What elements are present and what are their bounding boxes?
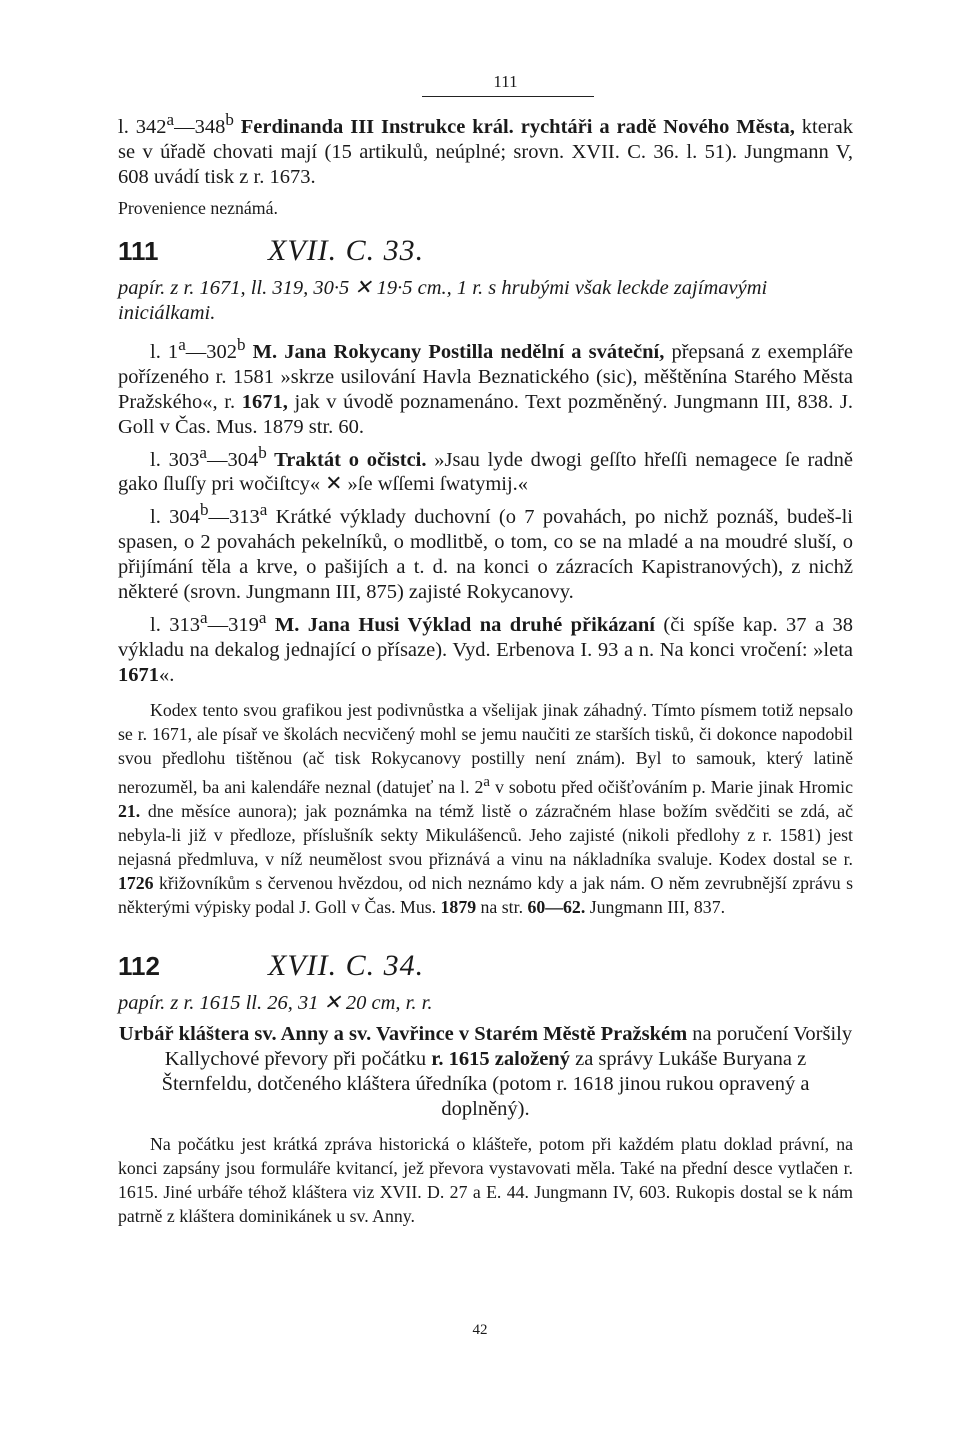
entry-112-heading <box>118 949 853 983</box>
entry-112-title: Urbář kláštera sv. Anny a sv. Vavřince v Starém Městě Pražském na poručení Voršily Kallychové převory při počátku r. 1615 založený za správy Lukáše Buryana z Šternfeldu, dotčeného kláštera úředníka (potom r. 1618 jinou rukou opravený a doplněný). <box>118 1023 853 1121</box>
running-page-number: 111 <box>493 72 518 91</box>
entry-number: 112 <box>118 951 160 982</box>
entry-111-intro: l. 342$^a$—348$^b$ Ferdinanda III Instrukce král. rychtáři a radě Nového Města, kterak se v úřadě chovati mají (15 artikulů, neúplné; srovn. XVII. C. 36. l. 51). Jungmann V, 608 uvádí tisk z r. 1673. <box>118 110 853 188</box>
entry-number: 111 <box>118 235 159 266</box>
entry-112-commentary: Na počátku jest krátká zpráva historická o klášteře, potom při každém platu doklad právní, na konci zapsány jsou formuláře kvitancí, jež převora vystavovati měla. Také na přední desce vytlačen r. 1615. Jiné urbáře téhož kláštera viz XVII. D. 27 a E. 44. Jungmann IV, 603. Rukopis dostal se k nám patrně z kláštera dominikánek u sv. Anny. <box>118 1134 853 1227</box>
entry-111-commentary: Kodex tento svou grafikou jest podivnůstka a všelijak jinak záhadný. Tímto písmem totiž nepsalo se r. 1671, ale písař ve školách necvičený mohl se jemu naučiti ze starších tisků, či dokonce napodobil svou předlohu tištěnou (ač tisk Rokycanovy postilly není znám). Byl to samouk, který latině nerozuměl, ba ani kalendáře neznal (datujeť na l. 2$^a$ v sobotu před očišťováním p. Marie jinak Hromic 21. dne měsíce aunora); jak poznámka na témž listě o zázračném hlase božím svědčiti se zdá, ač nebyla-li již v předloze, příslušník sekty Mikulášenců. Jeho zajisté (nikoli předlohy z r. 1581) jest nejasná předmluva, v níž neumělost svou přiznává a vinu na nákladníka svaluje. Kodex dostal se r. 1726 křižovníkům s červenou hvězdou, od nich neznámo kdy a jak nám. O něm zevrubnější zprávu s některými výpisky podal J. Goll v Čas. Mus. 1879 na str. 60—62. Jungmann III, 837. <box>118 700 853 918</box>
entry-111-item-3: l. 304$^b$—313$^a$ Krátké výklady duchovní (o 7 povahách, po nichž poznáš, budeš-li spasen, o 2 povahách pekelníků, o modlitbě, o tom, co se na mladé a na moudré sluší, o přijímání těla a krve, o pašijích a t. d. na konci o zázracích Kapistranových), z nichž některé (srovn. Jungmann III, 875) zajisté Rokycanovy. <box>118 500 853 604</box>
entry-111-physical-description: papír. z r. 1671, ll. 319, 30·5 ✕ 19·5 cm., 1 r. s hrubými však leckde zajímavými iniciálkami. <box>118 276 768 324</box>
header-rule <box>422 96 594 97</box>
provenance-note: Provenience neznámá. <box>118 197 278 218</box>
shelfmark: XVII. C. 34. <box>268 949 425 983</box>
entry-111-item-1: l. 1$^a$—302$^b$ M. Jana Rokycany Postilla nedělní a sváteční, přepsaná z exempláře pořízeného r. 1581 »skrze usilování Havla Beznatického (sic), měštěnína Starého Města Pražského«, r. 1671, jak v úvodě poznamenáno. Text pozměněný. Jungmann III, 838. J. Goll v Čas. Mus. 1879 str. 60. <box>118 334 853 438</box>
shelfmark: XVII. C. 33. <box>268 233 425 267</box>
document-page <box>118 72 853 1228</box>
entry-112-physical-description: papír. z r. 1615 ll. 26, 31 ✕ 20 cm, r. r. <box>118 992 433 1015</box>
entry-111-item-2: l. 303$^a$—304$^b$ Traktát o očistci. »Jsau lyde dwogi geſſto hřeſſi nemagece ſe radně gako ſluſſy pri wočiſtcy« ✕ »ſe wſſemi ſwatymij.« <box>118 442 853 496</box>
entry-111-heading <box>118 234 853 268</box>
footer-page-number: 42 <box>472 1322 488 1338</box>
entry-111-item-4: l. 313$^a$—319$^a$ M. Jana Husi Výklad na druhé přikázaní (či spíše kap. 37 a 38 výkladu na dekalog jednající o přísaze). Vyd. Erbenova I. 93 a n. Na konci vročení: »leta 1671«. <box>118 608 853 687</box>
intro-title: Ferdinanda III Instrukce král. rychtáři a radě Nového Města, <box>233 115 795 138</box>
